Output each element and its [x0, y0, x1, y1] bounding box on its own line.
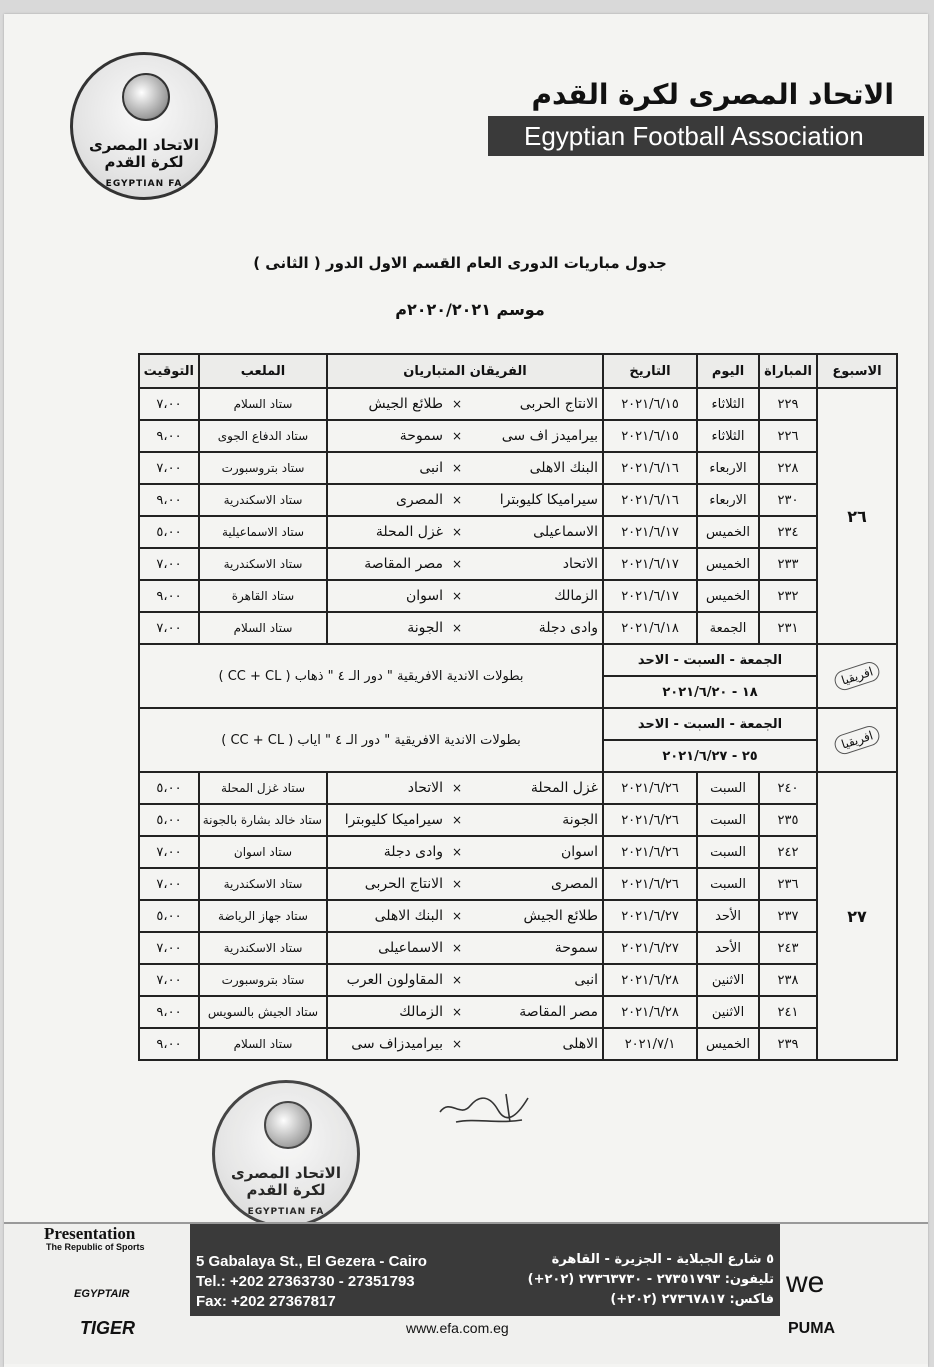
- match-day: الاربعاء: [697, 452, 759, 484]
- home-team: الاسماعيلى: [467, 516, 603, 548]
- signature: [436, 1088, 546, 1128]
- col-teams: الفريقان المتباريان: [327, 354, 603, 388]
- match-date: ٢٠٢١/٦/١٥: [603, 420, 697, 452]
- match-number: ٢٣٤: [759, 516, 817, 548]
- match-day: الخميس: [697, 580, 759, 612]
- table-row: [139, 964, 897, 996]
- kickoff-time: ٧،٠٠: [139, 612, 199, 644]
- match-number: ٢٣٠: [759, 484, 817, 516]
- stadium: ستاد الاسكندرية: [199, 868, 327, 900]
- away-team: طلائع الجيش: [327, 388, 447, 420]
- home-team: الانتاج الحربى: [467, 388, 603, 420]
- week-number: ٢٦: [817, 388, 897, 644]
- match-date: ٢٠٢١/٦/٢٨: [603, 996, 697, 1028]
- stadium: ستاد القاهرة: [199, 580, 327, 612]
- fax-line-ar: فاكس: ٢٧٣٦٧٨١٧ (٢٠٢+): [610, 1292, 774, 1307]
- match-date: ٢٠٢١/٦/١٥: [603, 388, 697, 420]
- match-number: ٢٣٣: [759, 548, 817, 580]
- match-date: ٢٠٢١/٦/٢٦: [603, 804, 697, 836]
- match-day: السبت: [697, 772, 759, 804]
- away-team: البنك الاهلى: [327, 900, 447, 932]
- kickoff-time: ٧،٠٠: [139, 548, 199, 580]
- away-team: اسوان: [327, 580, 447, 612]
- match-day: السبت: [697, 804, 759, 836]
- home-team: غزل المحلة: [467, 772, 603, 804]
- stadium: ستاد الاسكندرية: [199, 484, 327, 516]
- kickoff-time: ٩،٠٠: [139, 996, 199, 1028]
- table-row: [139, 868, 897, 900]
- match-day: الأحد: [697, 900, 759, 932]
- col-date: التاريخ: [603, 354, 697, 388]
- kickoff-time: ٧،٠٠: [139, 868, 199, 900]
- match-day: السبت: [697, 868, 759, 900]
- sponsor-egyptair: EGYPTAIR: [74, 1288, 130, 1300]
- match-number: ٢٣٢: [759, 580, 817, 612]
- stadium: ستاد السلام: [199, 1028, 327, 1060]
- stadium: ستاد بتروسبورت: [199, 452, 327, 484]
- home-team: الاتحاد: [467, 548, 603, 580]
- match-day: الاربعاء: [697, 484, 759, 516]
- versus-sign: ×: [447, 836, 467, 868]
- col-time: التوقيت: [139, 354, 199, 388]
- cup-text-1: بطولات الاندية الافريقية " دور الـ ٤ " ذهاب ( CC + CL ): [139, 644, 603, 708]
- table-row: [139, 388, 897, 420]
- versus-sign: ×: [447, 772, 467, 804]
- match-number: ٢٤٠: [759, 772, 817, 804]
- document-season: موسم ٢٠٢٠/٢٠٢١م: [395, 300, 545, 319]
- home-team: البنك الاهلى: [467, 452, 603, 484]
- match-number: ٢٢٨: [759, 452, 817, 484]
- cup-days-2: الجمعة - السبت - الاحد: [603, 708, 817, 740]
- away-team: وادى دجلة: [327, 836, 447, 868]
- stamp-football-icon: [264, 1101, 312, 1149]
- table-row: [139, 612, 897, 644]
- stadium: ستاد بتروسبورت: [199, 964, 327, 996]
- versus-sign: ×: [447, 900, 467, 932]
- website-link[interactable]: www.efa.com.eg: [406, 1320, 509, 1336]
- match-day: الجمعة: [697, 612, 759, 644]
- away-team: الجونة: [327, 612, 447, 644]
- stamp-english-text: EGYPTIAN FA: [247, 1207, 325, 1217]
- table-row: [139, 580, 897, 612]
- match-number: ٢٢٩: [759, 388, 817, 420]
- away-team: الانتاج الحربى: [327, 868, 447, 900]
- versus-sign: ×: [447, 452, 467, 484]
- cup-dates-1: ١٨ - ٢٠٢١/٦/٢٠: [603, 676, 817, 708]
- home-team: الاهلى: [467, 1028, 603, 1060]
- kickoff-time: ٩،٠٠: [139, 1028, 199, 1060]
- kickoff-time: ٥،٠٠: [139, 516, 199, 548]
- home-team: انبى: [467, 964, 603, 996]
- seal-english-text: EGYPTIAN FA: [105, 179, 183, 189]
- table-row: [139, 484, 897, 516]
- stadium: ستاد جهاز الرياضة: [199, 900, 327, 932]
- stadium: ستاد اسوان: [199, 836, 327, 868]
- col-match: المباراة: [759, 354, 817, 388]
- col-day: اليوم: [697, 354, 759, 388]
- versus-sign: ×: [447, 516, 467, 548]
- match-number: ٢٣١: [759, 612, 817, 644]
- address-line-ar: ٥ شارع الجبلاية - الجزيرة - القاهرة: [551, 1252, 774, 1267]
- table-row: [139, 772, 897, 804]
- sponsor-presentation: Presentation: [44, 1224, 136, 1243]
- match-day: الثلاثاء: [697, 420, 759, 452]
- kickoff-time: ٩،٠٠: [139, 484, 199, 516]
- match-date: ٢٠٢١/٦/١٦: [603, 484, 697, 516]
- match-date: ٢٠٢١/٧/١: [603, 1028, 697, 1060]
- match-date: ٢٠٢١/٦/١٧: [603, 516, 697, 548]
- match-date: ٢٠٢١/٦/٢٧: [603, 932, 697, 964]
- cup-label-2: افريقيا: [817, 708, 897, 772]
- versus-sign: ×: [447, 612, 467, 644]
- home-team: الجونة: [467, 804, 603, 836]
- away-team: سيراميكا كليوبترا: [327, 804, 447, 836]
- away-team: بيراميدزاف سى: [327, 1028, 447, 1060]
- kickoff-time: ٧،٠٠: [139, 932, 199, 964]
- match-day: السبت: [697, 836, 759, 868]
- cup-days-1: الجمعة - السبت - الاحد: [603, 644, 817, 676]
- versus-sign: ×: [447, 868, 467, 900]
- match-date: ٢٠٢١/٦/٢٦: [603, 868, 697, 900]
- stadium: ستاد السلام: [199, 612, 327, 644]
- match-day: الأحد: [697, 932, 759, 964]
- stadium: ستاد السلام: [199, 388, 327, 420]
- sponsor-puma: PUMA: [788, 1320, 836, 1337]
- away-team: مصر المقاصة: [327, 548, 447, 580]
- versus-sign: ×: [447, 548, 467, 580]
- home-team: الزمالك: [467, 580, 603, 612]
- cup-text-2: بطولات الاندية الافريقية " دور الـ ٤ " اياب ( CC + CL ): [139, 708, 603, 772]
- versus-sign: ×: [447, 484, 467, 516]
- match-day: الاثنين: [697, 996, 759, 1028]
- away-team: غزل المحلة: [327, 516, 447, 548]
- cup-row-2: [139, 708, 897, 740]
- match-number: ٢٤٢: [759, 836, 817, 868]
- match-number: ٢٣٩: [759, 1028, 817, 1060]
- tel-line: Tel.: +202 27363730 - 27351793: [196, 1273, 415, 1290]
- match-date: ٢٠٢١/٦/٢٦: [603, 836, 697, 868]
- versus-sign: ×: [447, 420, 467, 452]
- schedule-table: [138, 353, 898, 1061]
- match-date: ٢٠٢١/٦/٢٦: [603, 772, 697, 804]
- address-english: [196, 1252, 427, 1312]
- kickoff-time: ٧،٠٠: [139, 964, 199, 996]
- match-number: ٢٢٦: [759, 420, 817, 452]
- stadium: ستاد غزل المحلة: [199, 772, 327, 804]
- address-arabic: [528, 1250, 774, 1310]
- match-day: الخميس: [697, 548, 759, 580]
- versus-sign: ×: [447, 996, 467, 1028]
- tel-line-ar: تليفون: ٢٧٣٥١٧٩٣ - ٢٧٣٦٣٧٣٠ (٢٠٢+): [527, 1272, 774, 1287]
- cup-dates-2: ٢٥ - ٢٠٢١/٦/٢٧: [603, 740, 817, 772]
- match-number: ٢٣٨: [759, 964, 817, 996]
- match-day: الخميس: [697, 1028, 759, 1060]
- match-number: ٢٤٣: [759, 932, 817, 964]
- match-date: ٢٠٢١/٦/٢٨: [603, 964, 697, 996]
- col-week: الاسبوع: [817, 354, 897, 388]
- match-day: الثلاثاء: [697, 388, 759, 420]
- match-date: ٢٠٢١/٦/٢٧: [603, 900, 697, 932]
- stadium: ستاد الاسكندرية: [199, 548, 327, 580]
- away-team: الاسماعيلى: [327, 932, 447, 964]
- stadium: ستاد الدفاع الجوى: [199, 420, 327, 452]
- football-icon: [122, 73, 170, 121]
- sponsor-tiger: TIGER: [80, 1318, 136, 1338]
- table-row: [139, 804, 897, 836]
- away-team: الزمالك: [327, 996, 447, 1028]
- home-team: اسوان: [467, 836, 603, 868]
- fax-line: Fax: +202 27367817: [196, 1293, 336, 1310]
- match-number: ٢٣٦: [759, 868, 817, 900]
- match-number: ٢٣٧: [759, 900, 817, 932]
- table-row: [139, 996, 897, 1028]
- home-team: بيراميدز اف سى: [467, 420, 603, 452]
- match-day: الخميس: [697, 516, 759, 548]
- col-stadium: الملعب: [199, 354, 327, 388]
- table-row: [139, 452, 897, 484]
- home-team: المصرى: [467, 868, 603, 900]
- stadium: ستاد خالد بشارة بالجونة: [199, 804, 327, 836]
- home-team: مصر المقاصة: [467, 996, 603, 1028]
- kickoff-time: ٧،٠٠: [139, 452, 199, 484]
- versus-sign: ×: [447, 1028, 467, 1060]
- kickoff-time: ٥،٠٠: [139, 900, 199, 932]
- versus-sign: ×: [447, 932, 467, 964]
- away-team: سموحة: [327, 420, 447, 452]
- kickoff-time: ٩،٠٠: [139, 420, 199, 452]
- table-row: [139, 836, 897, 868]
- sponsor-we: we: [786, 1266, 825, 1299]
- stadium: ستاد الاسكندرية: [199, 932, 327, 964]
- home-team: سيراميكا كليوبترا: [467, 484, 603, 516]
- efa-logo-seal: [70, 52, 218, 200]
- away-team: الاتحاد: [327, 772, 447, 804]
- away-team: المقاولون العرب: [327, 964, 447, 996]
- match-number: ٢٤١: [759, 996, 817, 1028]
- kickoff-time: ٧،٠٠: [139, 388, 199, 420]
- seal-arabic-text: الاتحاد المصرى لكرة القدم: [89, 136, 199, 171]
- match-date: ٢٠٢١/٦/١٦: [603, 452, 697, 484]
- match-date: ٢٠٢١/٦/١٨: [603, 612, 697, 644]
- week-number: ٢٧: [817, 772, 897, 1060]
- kickoff-time: ٥،٠٠: [139, 772, 199, 804]
- efa-stamp: [212, 1080, 360, 1228]
- org-name-arabic: الاتحاد المصرى لكرة القدم: [531, 78, 894, 111]
- kickoff-time: ٧،٠٠: [139, 836, 199, 868]
- match-day: الاثنين: [697, 964, 759, 996]
- cup-row-1: [139, 644, 897, 676]
- home-team: سموحة: [467, 932, 603, 964]
- document-title: جدول مباريات الدورى العام القسم الاول الدور ( الثانى ): [253, 254, 667, 272]
- table-row: [139, 420, 897, 452]
- away-team: المصرى: [327, 484, 447, 516]
- table-row: [139, 932, 897, 964]
- versus-sign: ×: [447, 804, 467, 836]
- home-team: طلائع الجيش: [467, 900, 603, 932]
- versus-sign: ×: [447, 388, 467, 420]
- table-row: [139, 900, 897, 932]
- versus-sign: ×: [447, 964, 467, 996]
- table-row: [139, 1028, 897, 1060]
- cup-label-1: افريقيا: [817, 644, 897, 708]
- address-line: 5 Gabalaya St., El Gezera - Cairo: [196, 1253, 427, 1270]
- org-name-english: Egyptian Football Association: [488, 116, 924, 156]
- kickoff-time: ٥،٠٠: [139, 804, 199, 836]
- table-header-row: [139, 354, 897, 388]
- match-date: ٢٠٢١/٦/١٧: [603, 580, 697, 612]
- kickoff-time: ٩،٠٠: [139, 580, 199, 612]
- home-team: وادى دجلة: [467, 612, 603, 644]
- match-date: ٢٠٢١/٦/١٧: [603, 548, 697, 580]
- sponsor-presentation-sub: The Republic of Sports: [46, 1242, 145, 1252]
- stadium: ستاد الجيش بالسويس: [199, 996, 327, 1028]
- match-number: ٢٣٥: [759, 804, 817, 836]
- versus-sign: ×: [447, 580, 467, 612]
- stadium: ستاد الاسماعيلية: [199, 516, 327, 548]
- table-row: [139, 516, 897, 548]
- stamp-arabic-text: الاتحاد المصرى لكرة القدم: [231, 1164, 341, 1199]
- table-row: [139, 548, 897, 580]
- away-team: انبى: [327, 452, 447, 484]
